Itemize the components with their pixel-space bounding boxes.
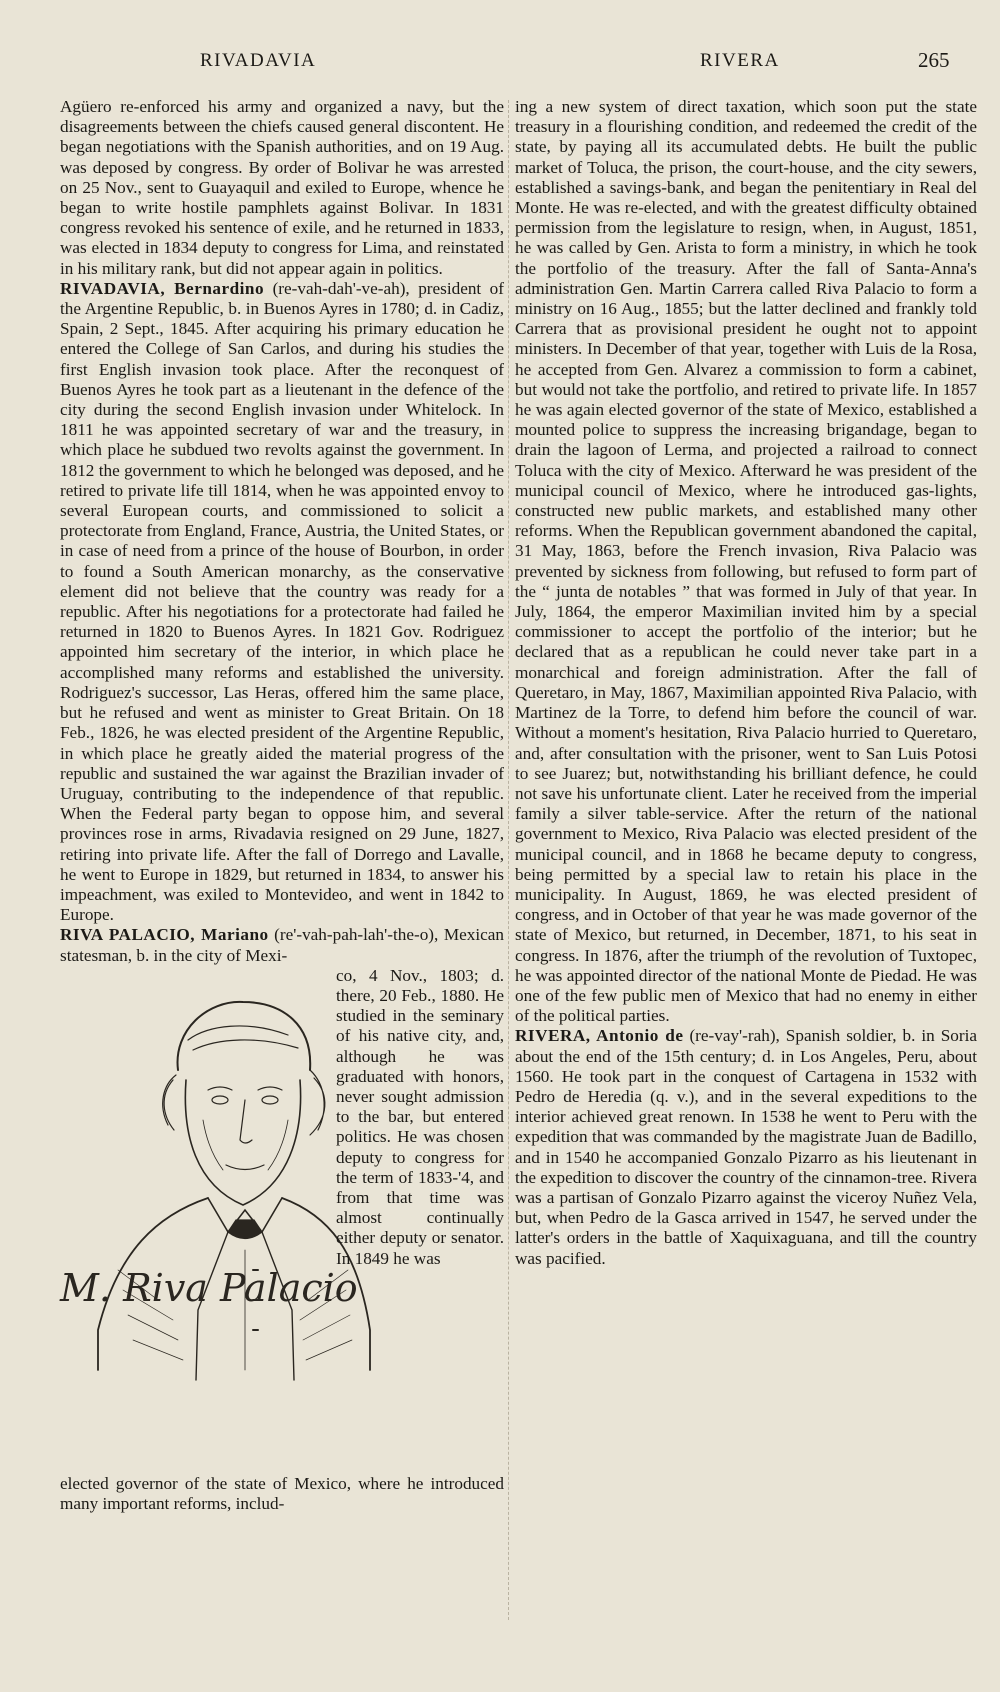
running-head-right: RIVERA: [700, 50, 780, 71]
entry-riva-palacio-head: [60, 925, 504, 965]
entry-riva-palacio-opening: (re'-vah-pah-lah'-the-o), Mexican statesman, b. in the city of Mexi-: [60, 925, 504, 965]
entry-rivera: [515, 1026, 977, 1268]
headword-riva-palacio: RIVA PALACIO, Mariano: [60, 925, 269, 945]
portrait-area: [60, 966, 504, 1474]
right-column: [515, 97, 977, 1269]
entry-rivera-body: (re-vay'-rah), Spanish soldier, b. in Soria about the end of the 15th century; d. in Los Angeles, Peru, about 1560. He took part in the conquest of Cartagena in 1532 with Pedro de Heredia (q. v.), and in the several expeditions to the interior achieved great renown. In 1538 he went to Peru with the expedition that was commanded by the magistrate Juan de Badillo, and in 1540 he accompanied Gonzalo Pizarro as his lieutenant in the expedition to discover the country of the cinnamon-tree. Rivera was a partisan of Gonzalo Pizarro against the viceroy Nuñez Vela, but, when Pedro de la Gasca arrived in 1547, he served under the latter's orders in the battle of Xaquixaguana, and till the country was pacified.: [515, 1026, 977, 1268]
entry-riva-palacio-side-text: co, 4 Nov., 1803; d. there, 20 Feb., 1880. He studied in the seminary of his native city, and, although he was graduated with honors, never sought admission to the bar, but entered politics. He was chosen deputy to congress for the term of 1833-'4, and from that time was almost continually either deputy or senator. In 1849 he was: [336, 965, 504, 1268]
entry-riva-palacio-continued: elected governor of the state of Mexico, where he introduced many important reforms, includ-: [60, 1473, 504, 1513]
running-head: [0, 50, 1000, 80]
left-column: [60, 97, 504, 1514]
headword-rivadavia: RIVADAVIA, Bernardino: [60, 278, 265, 298]
entry-rivadavia: [60, 279, 504, 926]
running-head-left: RIVADAVIA: [200, 50, 317, 71]
signature: M. Riva Palacio: [60, 1265, 358, 1310]
page-number: 265: [918, 48, 950, 72]
entry-riva-palacio: [60, 925, 504, 1514]
column-divider: [508, 100, 509, 1620]
riva-palacio-continued-paragraph: ing a new system of direct taxation, which soon put the state treasury in a flourishing condition, and redeemed the credit of the state, by paying all its accumulated debts. He built the public market of Toluca, the prison, the court-house, and the city sewers, established a savings-bank, and began the penitentiary in Real del Monte. He was re-elected, and with the greatest difficulty obtained permission from the legislature to resign, when, in August, 1851, he was called by Gen. Arista to form a ministry, in which he took the portfolio of the treasury. After the fall of Santa-Anna's administration Gen. Martin Carrera called Riva Palacio to form a ministry on 16 Aug., 1855; but the latter declined and frankly told Carrera that as provisional president he ought not to appoint ministers. In December of that year, together with Luis de la Rosa, he accepted from Gen. Alvarez a commission to form a cabinet, but would not take the portfolio, and retired to private life. In 1857 he was again elected governor of the state of Mexico, established a mounted police to suppress the increasing brigandage, began to drain the lagoon of Lerma, and projected a railroad to connect Toluca with the city of Mexico. Afterward he was president of the municipal council of Mexico, where he introduced gas-lights, constructed new public markets, and established many other reforms. When the Republican government abandoned the capital, 31 May, 1863, before the French invasion, Riva Palacio was prevented by sickness from following, but refused to form part of the “ junta de notables ” that was formed in July of that year. In July, 1864, the emperor Maximilian invited him by a special commissioner to accept the portfolio of the interior; but he declared that as a republican he could never take part in a monarchical and foreign administration. After the fall of Queretaro, in May, 1867, Maximilian appointed Riva Palacio, with Martinez de la Torre, to defend him before the council of war. Without a moment's hesitation, Riva Palacio hurried to Queretaro, and, after consultation with the prisoner, went to San Luis Potosi to see Juarez; but, notwithstanding his brilliant defence, he could not save his unfortunate client. Later he received from the imperial family a silver table-service. After the return of the national government to Mexico, Riva Palacio was elected president of the municipal council, and in 1868 he became deputy to congress, being permitted by a special law to retain his place in the municipality. In August, 1869, he was elected president of congress, and in October of that year he was made governor of the state of Mexico, but returned, in December, 1871, to his seat in congress. In 1876, after the triumph of the revolution of Tuxtopec, he was appointed director of the national Monte de Piedad. He was one of the few public men of Mexico that had no enemy in either of the political parties.: [515, 97, 977, 1026]
carryover-paragraph: Agüero re-enforced his army and organized a navy, but the disagreements between the chiefs caused general discontent. He began negotiations with the Spanish authorities, and on 19 Aug. was deposed by congress. By order of Bolivar he was arrested on 25 Nov., sent to Guayaquil and exiled to Europe, whence he began to write hostile pamphlets against Bolivar. In 1831 congress revoked his sentence of exile, and he returned in 1833, was elected in 1834 deputy to congress for Lima, and reinstated in his military rank, but did not appear again in politics.: [60, 97, 504, 278]
entry-rivadavia-body: (re-vah-dah'-ve-ah), president of the Argentine Republic, b. in Buenos Ayres in 1780; d. in Cadiz, Spain, 2 Sept., 1845. After acquiring his primary education he entered the College of San Carlos, and during his studies the first English invasion took place. After the reconquest of Buenos Ayres he took part as a lieutenant in the defence of the city during the second English invasion under Whitelock. In 1811 he was appointed secretary of war and the treasury, in which place he subdued two revolts against the government. In 1812 the government to which he belonged was deposed, and he retired to private life till 1814, when he was appointed envoy to several European courts, and commissioned to solicit a protectorate from England, France, Austria, the United States, or in case of need from a prince of the house of Bourbon, in order to found a South American monarchy, as the conservative element did not believe that the country was ready for a republic. After his negotiations for a protectorate had failed he returned in 1820 to Buenos Ayres. In 1821 Gov. Rodriguez appointed him secretary of the interior, in which place he accomplished many reforms and established the university. Rodriguez's successor, Las Heras, offered him the same place, but he refused and went as minister to Great Britain. On 18 Feb., 1826, he was elected president of the Argentine Republic, in which place he greatly aided the material progress of the republic and sustained the war against the Brazilian invader of Uruguay, contributing to the independence of that republic. When the Federal party began to oppose him, and several provinces rose in arms, Rivadavia resigned on 29 June, 1827, retiring into private life. After the fall of Dorrego and Lavalle, he went to Europe in 1829, but returned in 1834, to answer his impeachment, was exiled to Montevideo, and went in 1842 to Europe.: [60, 278, 504, 925]
headword-rivera: RIVERA, Antonio de: [515, 1026, 684, 1046]
